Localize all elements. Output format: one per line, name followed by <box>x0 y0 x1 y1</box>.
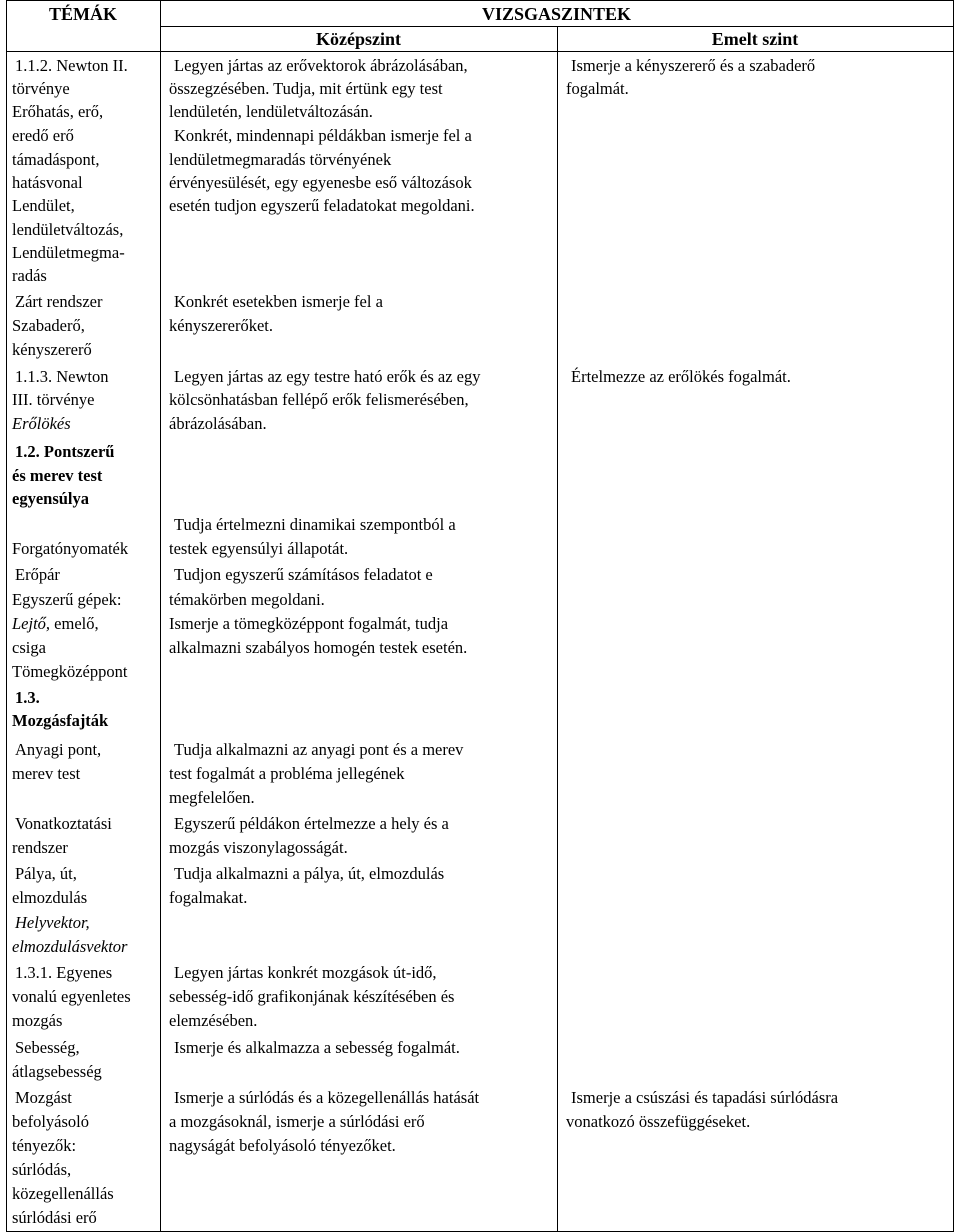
topic-anyagi-pont: merev test <box>12 764 81 783</box>
topic-helyvektor: Helyvektor, <box>15 913 90 932</box>
kozep-tomegkozeppont: alkalmazni szabályos homogén testek esetén. <box>169 638 468 657</box>
kozep-kolcsonhatas: kölcsönhatásban fellépő erők felismerésében, <box>169 390 469 409</box>
kozep-egyensuly: Tudja értelmezni dinamikai szempontból a <box>174 515 456 534</box>
column-divider-topics <box>160 0 161 1232</box>
kozep-egyensuly: testek egyensúlyi állapotát. <box>169 539 349 558</box>
topic-egyenes-vonalu: vonalú egyenletes <box>12 987 131 1006</box>
topic-csiga: csiga <box>12 638 46 657</box>
topic-mozgast-befolyasolo: Mozgást <box>15 1088 72 1107</box>
kozep-anyagi-pont: Tudja alkalmazni az anyagi pont és a merev <box>174 740 464 759</box>
topic-eropar: Erőpár <box>15 565 60 584</box>
kozep-lendulet: érvényesülését, egy egyenesbe eső változások <box>169 173 472 192</box>
kozep-erovektorok: összegzésében. Tudja, mit értünk egy test <box>169 79 443 98</box>
topic-mozgasfajtak-title: 1.3. <box>15 688 40 707</box>
kozep-palya: Tudja alkalmazni a pálya, út, elmozdulás <box>174 864 445 883</box>
kozep-kolcsonhatas: Legyen jártas az egy testre ható erők és az egy <box>174 367 481 386</box>
topic-vonatkoztatasi-rendszer: rendszer <box>12 838 68 857</box>
topic-zart-rendszer: Zárt rendszer <box>15 292 103 311</box>
topic-mozgast-befolyasolo: súrlódási erő <box>12 1208 97 1227</box>
topic-egyenes-vonalu: mozgás <box>12 1011 63 1030</box>
topic-egyszeru-gepek: Egyszerű gépek: <box>12 590 122 609</box>
emelt-kenyszerero: Ismerje a kényszererő és a szabaderő <box>571 56 816 75</box>
topic-mozgasfajtak-title: Mozgásfajták <box>12 711 109 730</box>
topic-pontszeru-title: egyensúlya <box>12 489 90 508</box>
topic-mozgast-befolyasolo: súrlódás, <box>12 1160 72 1179</box>
kozep-viszonylagossag: Egyszerű példákon értelmezze a hely és a <box>174 814 449 833</box>
kozep-grafikon: Legyen jártas konkrét mozgások út-idő, <box>174 963 437 982</box>
topic-sebesseg: átlagsebesség <box>12 1062 102 1081</box>
table-border-top <box>6 0 954 1</box>
topic-mozgast-befolyasolo: befolyásoló <box>12 1112 89 1131</box>
topic-helyvektor: elmozdulásvektor <box>12 937 128 956</box>
topic-szabadero: kényszererő <box>12 340 92 359</box>
topic-lendulet: radás <box>12 266 47 285</box>
topic-lejto: Lejtő, <box>12 614 51 633</box>
kozep-erovektorok: lendületén, lendületváltozásán. <box>169 102 373 121</box>
kozep-lendulet: Konkrét, mindennapi példákban ismerje fel a <box>174 126 472 145</box>
table-border-left <box>6 0 7 1232</box>
topic-szabadero: Szabaderő, <box>12 316 85 335</box>
header-temak: TÉMÁK <box>48 4 117 24</box>
topic-newton2-title: 1.1.2. Newton II. <box>15 56 128 75</box>
topic-forgatonyomatek: Forgatónyomaték <box>12 539 129 558</box>
topic-lendulet: Lendület, <box>12 196 75 215</box>
topic-erohatas: Erőhatás, erő, <box>12 102 104 121</box>
kozep-erovektorok: Legyen jártas az erővektorok ábrázolásában, <box>174 56 468 75</box>
kozep-surlodas: Ismerje a súrlódás és a közegellenállás hatását <box>174 1088 480 1107</box>
emelt-surlodas: Ismerje a csúszási és tapadási súrlódásra <box>571 1088 839 1107</box>
emelt-kenyszerero: fogalmát. <box>566 79 629 98</box>
topic-newton3-title: III. törvénye <box>12 390 95 409</box>
topic-palya: Pálya, út, <box>15 864 77 883</box>
emelt-erolokes: Értelmezze az erőlökés fogalmát. <box>571 367 791 386</box>
topic-sebesseg: Sebesség, <box>15 1038 80 1057</box>
topic-lendulet: Lendületmegma- <box>12 243 125 262</box>
header-divider-bottom <box>6 51 954 52</box>
topic-mozgast-befolyasolo: közegellenállás <box>12 1184 114 1203</box>
topic-mozgast-befolyasolo: tényezők: <box>12 1136 77 1155</box>
topic-emelo: emelő, <box>50 614 99 633</box>
topic-palya: elmozdulás <box>12 888 88 907</box>
kozep-szamitasos: témakörben megoldani. <box>169 590 325 609</box>
topic-newton3-title: 1.1.3. Newton <box>15 367 109 386</box>
topic-erolokes: Erőlökés <box>12 414 71 433</box>
kozep-sebesseg: Ismerje és alkalmazza a sebesség fogalmát. <box>174 1038 460 1057</box>
kozep-tomegkozeppont: Ismerje a tömegközéppont fogalmát, tudja <box>169 614 449 633</box>
kozep-lendulet: esetén tudjon egyszerű feladatokat megoldani. <box>169 196 475 215</box>
header-emelt-szint: Emelt szint <box>711 29 799 49</box>
table-border-right <box>953 0 954 1232</box>
topic-lendulet: lendületváltozás, <box>12 220 124 239</box>
header-vizsgaszintek: VIZSGASZINTEK <box>481 4 632 24</box>
kozep-palya: fogalmakat. <box>169 888 248 907</box>
kozep-kolcsonhatas: ábrázolásában. <box>169 414 267 433</box>
topic-pontszeru-title: 1.2. Pontszerű <box>15 442 115 461</box>
kozep-anyagi-pont: test fogalmát a probléma jellegének <box>169 764 405 783</box>
topic-erohatas: hatásvonal <box>12 173 83 192</box>
kozep-grafikon: sebesség-idő grafikonjának készítésében és <box>169 987 455 1006</box>
kozep-surlodas: a mozgásoknál, ismerje a súrlódási erő <box>169 1112 425 1131</box>
kozep-grafikon: elemzésében. <box>169 1011 258 1030</box>
kozep-kenyszererok: kényszererőket. <box>169 316 273 335</box>
emelt-surlodas: vonatkozó összefüggéseket. <box>566 1112 751 1131</box>
topic-erohatas: támadáspont, <box>12 150 100 169</box>
topic-lejto-emelo <box>12 612 99 636</box>
topic-pontszeru-title: és merev test <box>12 466 103 485</box>
kozep-anyagi-pont: megfelelően. <box>169 788 255 807</box>
kozep-surlodas: nagyságát befolyásoló tényezőket. <box>169 1136 396 1155</box>
topic-erohatas: eredő erő <box>12 126 74 145</box>
topic-newton2-title: törvénye <box>12 79 70 98</box>
kozep-kenyszererok: Konkrét esetekben ismerje fel a <box>174 292 383 311</box>
topic-anyagi-pont: Anyagi pont, <box>15 740 102 759</box>
header-kozepszint: Középszint <box>316 29 401 49</box>
topic-vonatkoztatasi-rendszer: Vonatkoztatási <box>15 814 112 833</box>
kozep-viszonylagossag: mozgás viszonylagosságát. <box>169 838 348 857</box>
kozep-szamitasos: Tudjon egyszerű számításos feladatot e <box>174 565 433 584</box>
kozep-lendulet: lendületmegmaradás törvényének <box>169 150 392 169</box>
topic-tomegkozeppont: Tömegközéppont <box>12 662 128 681</box>
topic-egyenes-vonalu: 1.3.1. Egyenes <box>15 963 113 982</box>
column-divider-levels <box>557 26 558 1232</box>
